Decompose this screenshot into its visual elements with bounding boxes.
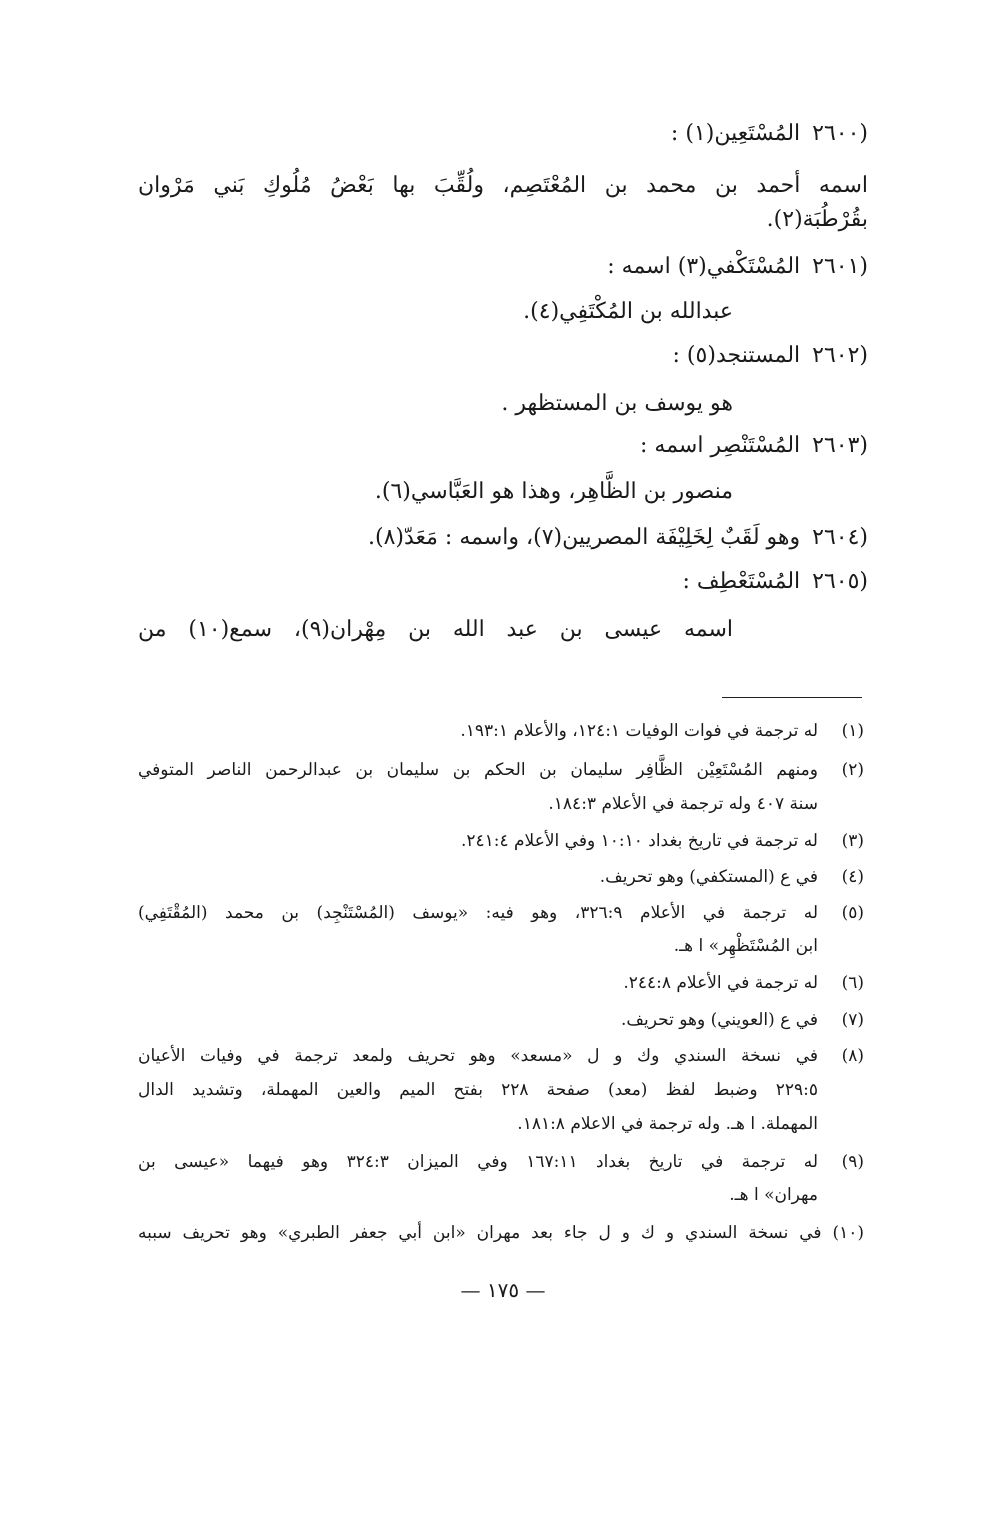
entry-2600-line-1: اسمه أحمد بن محمد بن المُعْتَصِم، ولُقِّبَ بها بَعْضُ مُلُوكِ بَني مَرْوان xyxy=(138,173,868,198)
entry-2601-line-1: عبدالله بن المُكْتَفِي(٤). xyxy=(523,299,733,324)
footnote-text: ومنهم المُسْتَعِيْن الظَّافِر سليمان بن الحكم بن سليمان بن عبدالرحمن الناصر المتوفي xyxy=(138,760,818,780)
entry-number: (٢٦٠٢ xyxy=(812,343,868,368)
footnote-number: (٨) xyxy=(841,1046,864,1066)
main-text xyxy=(138,0,868,700)
entry-2603-line-1: منصور بن الظَّاهِر، وهذا هو العَبَّاسي(٦). xyxy=(374,479,733,504)
entry-number: (٢٦٠٠ xyxy=(812,121,868,146)
entry-2605-head xyxy=(683,566,869,598)
entry-number: (٢٦٠٣ xyxy=(812,433,868,458)
entry-2600-line-2: بقُرْطُبَة(٢). xyxy=(766,207,868,232)
entry-2601-head xyxy=(607,251,868,283)
entry-number: (٢٦٠١ xyxy=(812,254,868,279)
footnote-number: (٦) xyxy=(841,973,864,993)
footnote-text: في ع (العويني) وهو تحريف. xyxy=(620,1010,818,1030)
footnote-text: سنة ٤٠٧ وله ترجمة في الأعلام ١٨٤:٣. xyxy=(548,794,818,814)
footnote-number: (٧) xyxy=(841,1010,864,1030)
entry-2603-head xyxy=(640,430,868,462)
footnote-text: له ترجمة في الأعلام ٣٢٦:٩، وهو فيه: «يوسف (المُسْتَنْجِد) بن محمد (المُقْتَفِي) xyxy=(138,903,818,923)
footnote-separator xyxy=(722,697,862,698)
footnote-number: (٢) xyxy=(841,760,864,780)
entry-number: (٢٦٠٤ xyxy=(812,525,868,550)
entry-title: المُسْتَعِين(١) : xyxy=(670,121,801,146)
entry-title: المُسْتَعْطِف : xyxy=(682,569,801,594)
footnote-text: له ترجمة في تاريخ بغداد ١٠:١٠ وفي الأعلام ٢٤١:٤. xyxy=(460,831,818,851)
footnote-text: له ترجمة في تاريخ بغداد ١٦٧:١١ وفي الميزان ٣٢٤:٣ وهو فيهما «عيسى بن xyxy=(138,1152,818,1172)
entry-2605-line-1: اسمه عيسى بن عبد الله بن مِهْران(٩)، سمع(١٠) من xyxy=(138,617,734,642)
footnote-number: (٣) xyxy=(841,831,864,851)
entry-number: (٢٦٠٥ xyxy=(812,569,868,594)
footnote-text: المهملة. ا هـ. وله ترجمة في الاعلام ١٨١:٨. xyxy=(517,1114,818,1134)
entry-2604-head xyxy=(368,522,868,554)
entry-2602-head xyxy=(673,340,868,372)
entry-title: وهو لَقَبٌ لِخَلِيْفَة المصريين(٧)، واسمه : مَعَدّ(٨). xyxy=(368,525,801,550)
footnote-text: في نسخة السندي وك و ل «مسعد» وهو تحريف ولمعد ترجمة في وفيات الأعيان xyxy=(138,1046,818,1066)
entry-title: المستنجد(٥) : xyxy=(672,343,801,368)
footnote-text: ابن المُسْتَظْهِر» ا هـ. xyxy=(673,936,818,956)
footnote-text: (١٠) في نسخة السندي و ك و ل جاء بعد مهران «ابن أبي جعفر الطبري» وهو تحريف سببه xyxy=(138,1223,864,1243)
footnote-text: في ع (المستكفي) وهو تحريف. xyxy=(599,867,818,887)
page-number: — ١٧٥ — xyxy=(460,1278,546,1302)
entry-title: المُسْتَنْصِر اسمه : xyxy=(640,433,801,458)
footnote-text: مهران» ا هـ. xyxy=(729,1185,818,1205)
entry-2600-head xyxy=(671,118,868,150)
footnote-text: له ترجمة في فوات الوفيات ١٢٤:١، والأعلام ١٩٣:١. xyxy=(460,721,818,741)
footnote-number: (٩) xyxy=(841,1152,864,1172)
entry-2602-line-1: هو يوسف بن المستظهر . xyxy=(501,391,733,416)
entry-title: المُسْتَكْفي(٣) اسمه : xyxy=(607,254,801,279)
footnote-number: (٥) xyxy=(841,903,864,923)
footnote-text: له ترجمة في الأعلام ٢٤٤:٨. xyxy=(623,973,818,993)
footnote-number: (٤) xyxy=(841,867,864,887)
footnote-number: (١) xyxy=(841,721,864,741)
footnote-text: ٢٢٩:٥ وضبط لفظ (معد) صفحة ٢٢٨ بفتح الميم والعين المهملة، وتشديد الدال xyxy=(138,1080,818,1100)
